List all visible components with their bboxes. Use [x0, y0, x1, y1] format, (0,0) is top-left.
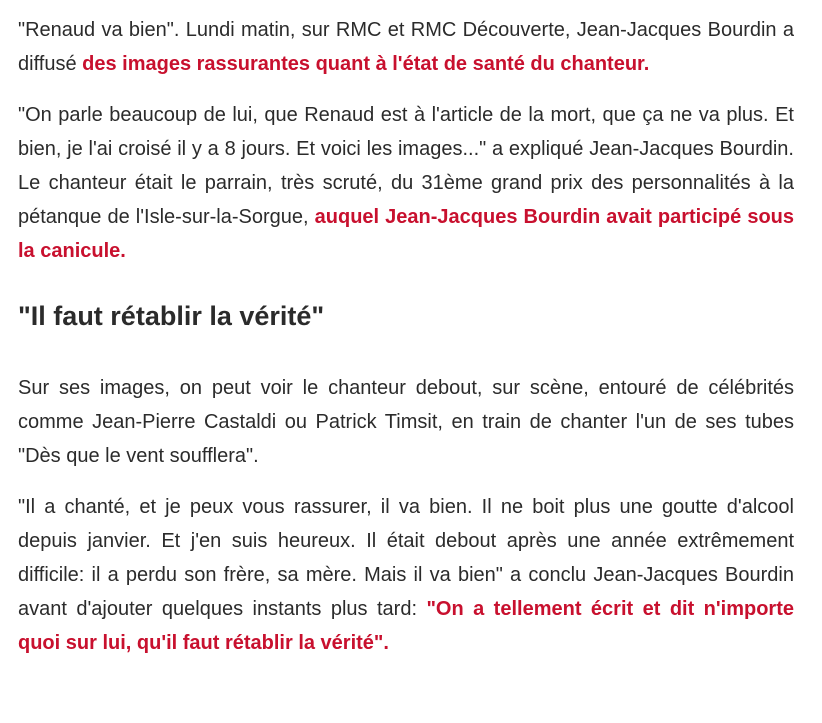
section-heading: "Il faut rétablir la vérité" — [18, 301, 325, 331]
paragraph-images-text: Sur ses images, on peut voir le chanteur debout, sur scène, entouré de célébrités comme Jean-Pierre Castaldi ou Patrick Timsit, en train de chanter l'un de ses tubes "Dès que le vent soufflera". — [18, 377, 794, 467]
paragraph-conclusion-text: "Il a chanté, et je peux vous rassurer, il va bien. Il ne boit plus une goutte d'alcool depuis janvier. Et j'en suis heureux. Il était debout après une année extrêmement difficile: il a perdu son frère, sa mère. Mais il va bien" a conclu Jean-Jacques Bourdin avant d'ajouter quelques instants plus tard: — [18, 496, 794, 620]
paragraph-conclusion-highlight: "On a tellement écrit et dit n'importe quoi sur lui, qu'il faut rétablir la vérité". — [18, 598, 794, 654]
paragraph-intro — [18, 13, 794, 81]
paragraph-quote — [18, 98, 794, 268]
paragraph-intro-highlight: des images rassurantes quant à l'état de santé du chanteur. — [82, 53, 650, 75]
paragraph-images — [18, 371, 794, 473]
paragraph-quote-highlight: auquel Jean-Jacques Bourdin avait participé sous la canicule. — [18, 206, 794, 262]
paragraph-intro-text: "Renaud va bien". Lundi matin, sur RMC et RMC Découverte, Jean-Jacques Bourdin a diffusé — [18, 19, 794, 75]
paragraph-quote-text: "On parle beaucoup de lui, que Renaud est à l'article de la mort, que ça ne va plus. Et bien, je l'ai croisé il y a 8 jours. Et voici les images..." a expliqué Jean-Jacques Bourdin. Le chanteur était le parrain, très scruté, du 31ème grand prix des personnalités à la pétanque de l'Isle-sur-la-Sorgue, — [18, 104, 794, 228]
paragraph-conclusion — [18, 490, 794, 660]
